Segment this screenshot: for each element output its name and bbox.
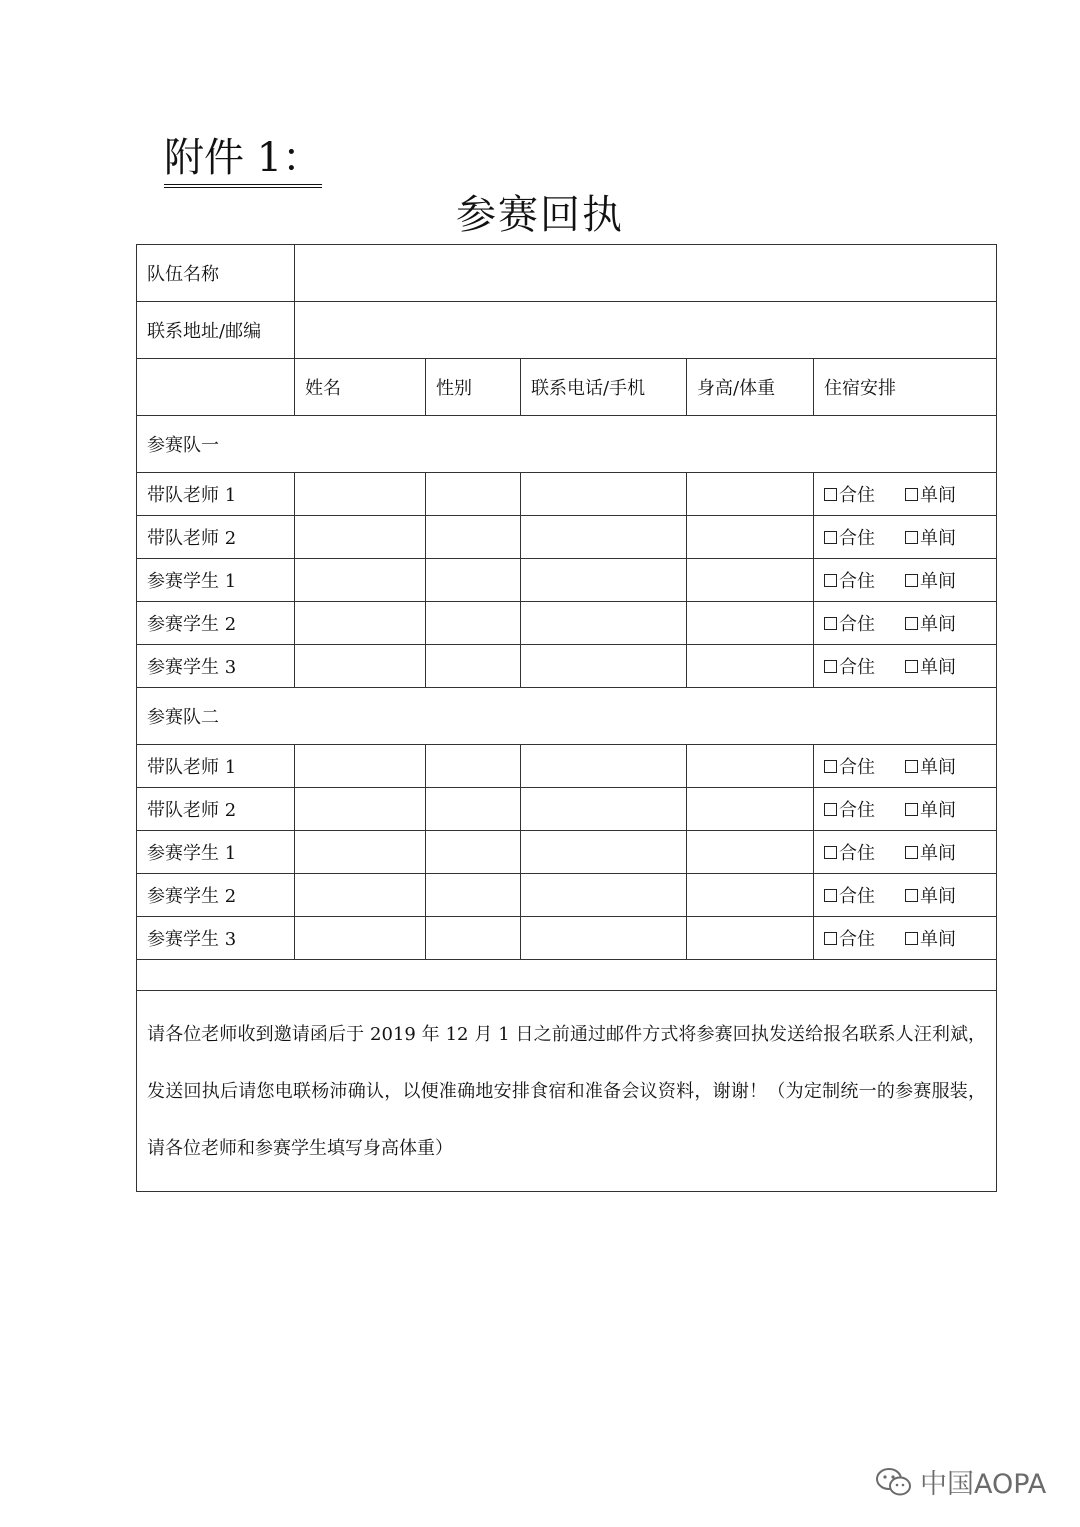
person-row [137,559,997,602]
address-label: 联系地址/邮编 [137,302,295,359]
lodging-options [814,645,997,688]
group-header-row [137,416,997,473]
option-label: 单间 [920,657,956,678]
name-field[interactable] [295,874,426,917]
phone-field[interactable] [521,788,687,831]
shared-room-option[interactable] [824,753,875,779]
group-label: 参赛队一 [137,416,997,473]
single-room-option[interactable] [905,796,956,822]
header-lodging: 住宿安排 [814,359,997,416]
name-field[interactable] [295,831,426,874]
lodging-options [814,831,997,874]
checkbox-icon[interactable] [905,488,918,501]
single-room-option[interactable] [905,882,956,908]
checkbox-icon[interactable] [824,617,837,630]
single-room-option[interactable] [905,481,956,507]
option-label: 合住 [839,757,875,778]
gender-field[interactable] [426,788,521,831]
shared-room-option[interactable] [824,925,875,951]
checkbox-icon[interactable] [824,660,837,673]
attachment-label: 附件 1： [164,134,322,188]
checkbox-icon[interactable] [905,803,918,816]
option-label: 单间 [920,843,956,864]
option-label: 单间 [920,929,956,950]
person-row [137,516,997,559]
person-row [137,788,997,831]
option-label: 单间 [920,485,956,506]
option-label: 合住 [839,528,875,549]
watermark [874,1462,1046,1501]
header-blank-cell [137,359,295,416]
lodging-options [814,473,997,516]
checkbox-icon[interactable] [905,760,918,773]
phone-field[interactable] [521,831,687,874]
header-phone: 联系电话/手机 [521,359,687,416]
shared-room-option[interactable] [824,796,875,822]
name-field[interactable] [295,602,426,645]
lodging-options [814,917,997,960]
option-label: 合住 [839,614,875,635]
name-field[interactable] [295,917,426,960]
option-label: 单间 [920,571,956,592]
height-weight-field[interactable] [687,874,814,917]
checkbox-icon[interactable] [824,889,837,902]
height-weight-field[interactable] [687,917,814,960]
group-header-row [137,688,997,745]
single-room-option[interactable] [905,567,956,593]
person-role-label: 参赛学生 3 [137,645,295,688]
checkbox-icon[interactable] [824,574,837,587]
option-label: 单间 [920,800,956,821]
gender-field[interactable] [426,831,521,874]
shared-room-option[interactable] [824,882,875,908]
phone-field[interactable] [521,917,687,960]
name-field[interactable] [295,745,426,788]
lodging-options [814,516,997,559]
lodging-options [814,745,997,788]
single-room-option[interactable] [905,524,956,550]
person-role-label: 参赛学生 1 [137,831,295,874]
shared-room-option[interactable] [824,567,875,593]
person-row [137,645,997,688]
height-weight-field[interactable] [687,473,814,516]
shared-room-option[interactable] [824,610,875,636]
checkbox-icon[interactable] [824,803,837,816]
checkbox-icon[interactable] [905,660,918,673]
gender-field[interactable] [426,559,521,602]
person-row [137,831,997,874]
checkbox-icon[interactable] [905,531,918,544]
option-label: 合住 [839,886,875,907]
person-row [137,473,997,516]
header-gender: 性别 [426,359,521,416]
notice-row [137,991,997,1192]
option-label: 合住 [839,571,875,592]
checkbox-icon[interactable] [905,889,918,902]
person-role-label: 参赛学生 1 [137,559,295,602]
person-row [137,917,997,960]
single-room-option[interactable] [905,925,956,951]
name-field[interactable] [295,473,426,516]
phone-field[interactable] [521,874,687,917]
gender-field[interactable] [426,516,521,559]
option-label: 单间 [920,614,956,635]
column-header-row [137,359,997,416]
lodging-options [814,788,997,831]
checkbox-icon[interactable] [905,846,918,859]
team-name-field[interactable] [295,245,997,302]
option-label: 合住 [839,657,875,678]
checkbox-icon[interactable] [905,932,918,945]
single-room-option[interactable] [905,753,956,779]
gender-field[interactable] [426,745,521,788]
option-label: 合住 [839,929,875,950]
person-role-label: 参赛学生 3 [137,917,295,960]
single-room-option[interactable] [905,653,956,679]
notice-text: 请各位老师收到邀请函后于 2019 年 12 月 1 日之前通过邮件方式将参赛回执发送给报名联系人汪利斌，发送回执后请您电联杨沛确认，以便准确地安排食宿和准备会议资料，谢谢！（为定制统一的参赛服装，请各位老师和参赛学生填写身高体重） [137,991,997,1192]
registration-table [136,244,997,1192]
option-label: 单间 [920,528,956,549]
person-role-label: 带队老师 2 [137,516,295,559]
person-row [137,874,997,917]
checkbox-icon[interactable] [824,531,837,544]
checkbox-icon[interactable] [905,574,918,587]
phone-field[interactable] [521,602,687,645]
name-field[interactable] [295,645,426,688]
gender-field[interactable] [426,874,521,917]
blank-cell [137,960,997,991]
shared-room-option[interactable] [824,653,875,679]
checkbox-icon[interactable] [824,846,837,859]
height-weight-field[interactable] [687,831,814,874]
header-height-weight: 身高/体重 [687,359,814,416]
person-row [137,745,997,788]
shared-room-option[interactable] [824,839,875,865]
height-weight-field[interactable] [687,602,814,645]
wechat-icon [874,1466,914,1498]
person-row [137,602,997,645]
checkbox-icon[interactable] [824,488,837,501]
team-name-label: 队伍名称 [137,245,295,302]
person-role-label: 带队老师 1 [137,745,295,788]
gender-field[interactable] [426,645,521,688]
phone-field[interactable] [521,559,687,602]
lodging-options [814,874,997,917]
team-name-row [137,245,997,302]
option-label: 合住 [839,800,875,821]
option-label: 合住 [839,485,875,506]
gender-field[interactable] [426,473,521,516]
height-weight-field[interactable] [687,516,814,559]
option-label: 单间 [920,757,956,778]
person-role-label: 参赛学生 2 [137,602,295,645]
gender-field[interactable] [426,917,521,960]
height-weight-field[interactable] [687,645,814,688]
lodging-options [814,602,997,645]
person-role-label: 参赛学生 2 [137,874,295,917]
option-label: 合住 [839,843,875,864]
name-field[interactable] [295,516,426,559]
gender-field[interactable] [426,602,521,645]
phone-field[interactable] [521,645,687,688]
address-row [137,302,997,359]
single-room-option[interactable] [905,839,956,865]
person-role-label: 带队老师 2 [137,788,295,831]
person-role-label: 带队老师 1 [137,473,295,516]
name-field[interactable] [295,788,426,831]
checkbox-icon[interactable] [824,932,837,945]
height-weight-field[interactable] [687,788,814,831]
group-label: 参赛队二 [137,688,997,745]
shared-room-option[interactable] [824,481,875,507]
phone-field[interactable] [521,516,687,559]
lodging-options [814,559,997,602]
checkbox-icon[interactable] [905,617,918,630]
watermark-text: 中国AOPA [920,1469,1047,1500]
header-name: 姓名 [295,359,426,416]
form-title: 参赛回执 [456,192,624,238]
address-field[interactable] [295,302,997,359]
phone-field[interactable] [521,745,687,788]
single-room-option[interactable] [905,610,956,636]
blank-row [137,960,997,991]
checkbox-icon[interactable] [824,760,837,773]
height-weight-field[interactable] [687,745,814,788]
option-label: 单间 [920,886,956,907]
shared-room-option[interactable] [824,524,875,550]
height-weight-field[interactable] [687,559,814,602]
name-field[interactable] [295,559,426,602]
phone-field[interactable] [521,473,687,516]
